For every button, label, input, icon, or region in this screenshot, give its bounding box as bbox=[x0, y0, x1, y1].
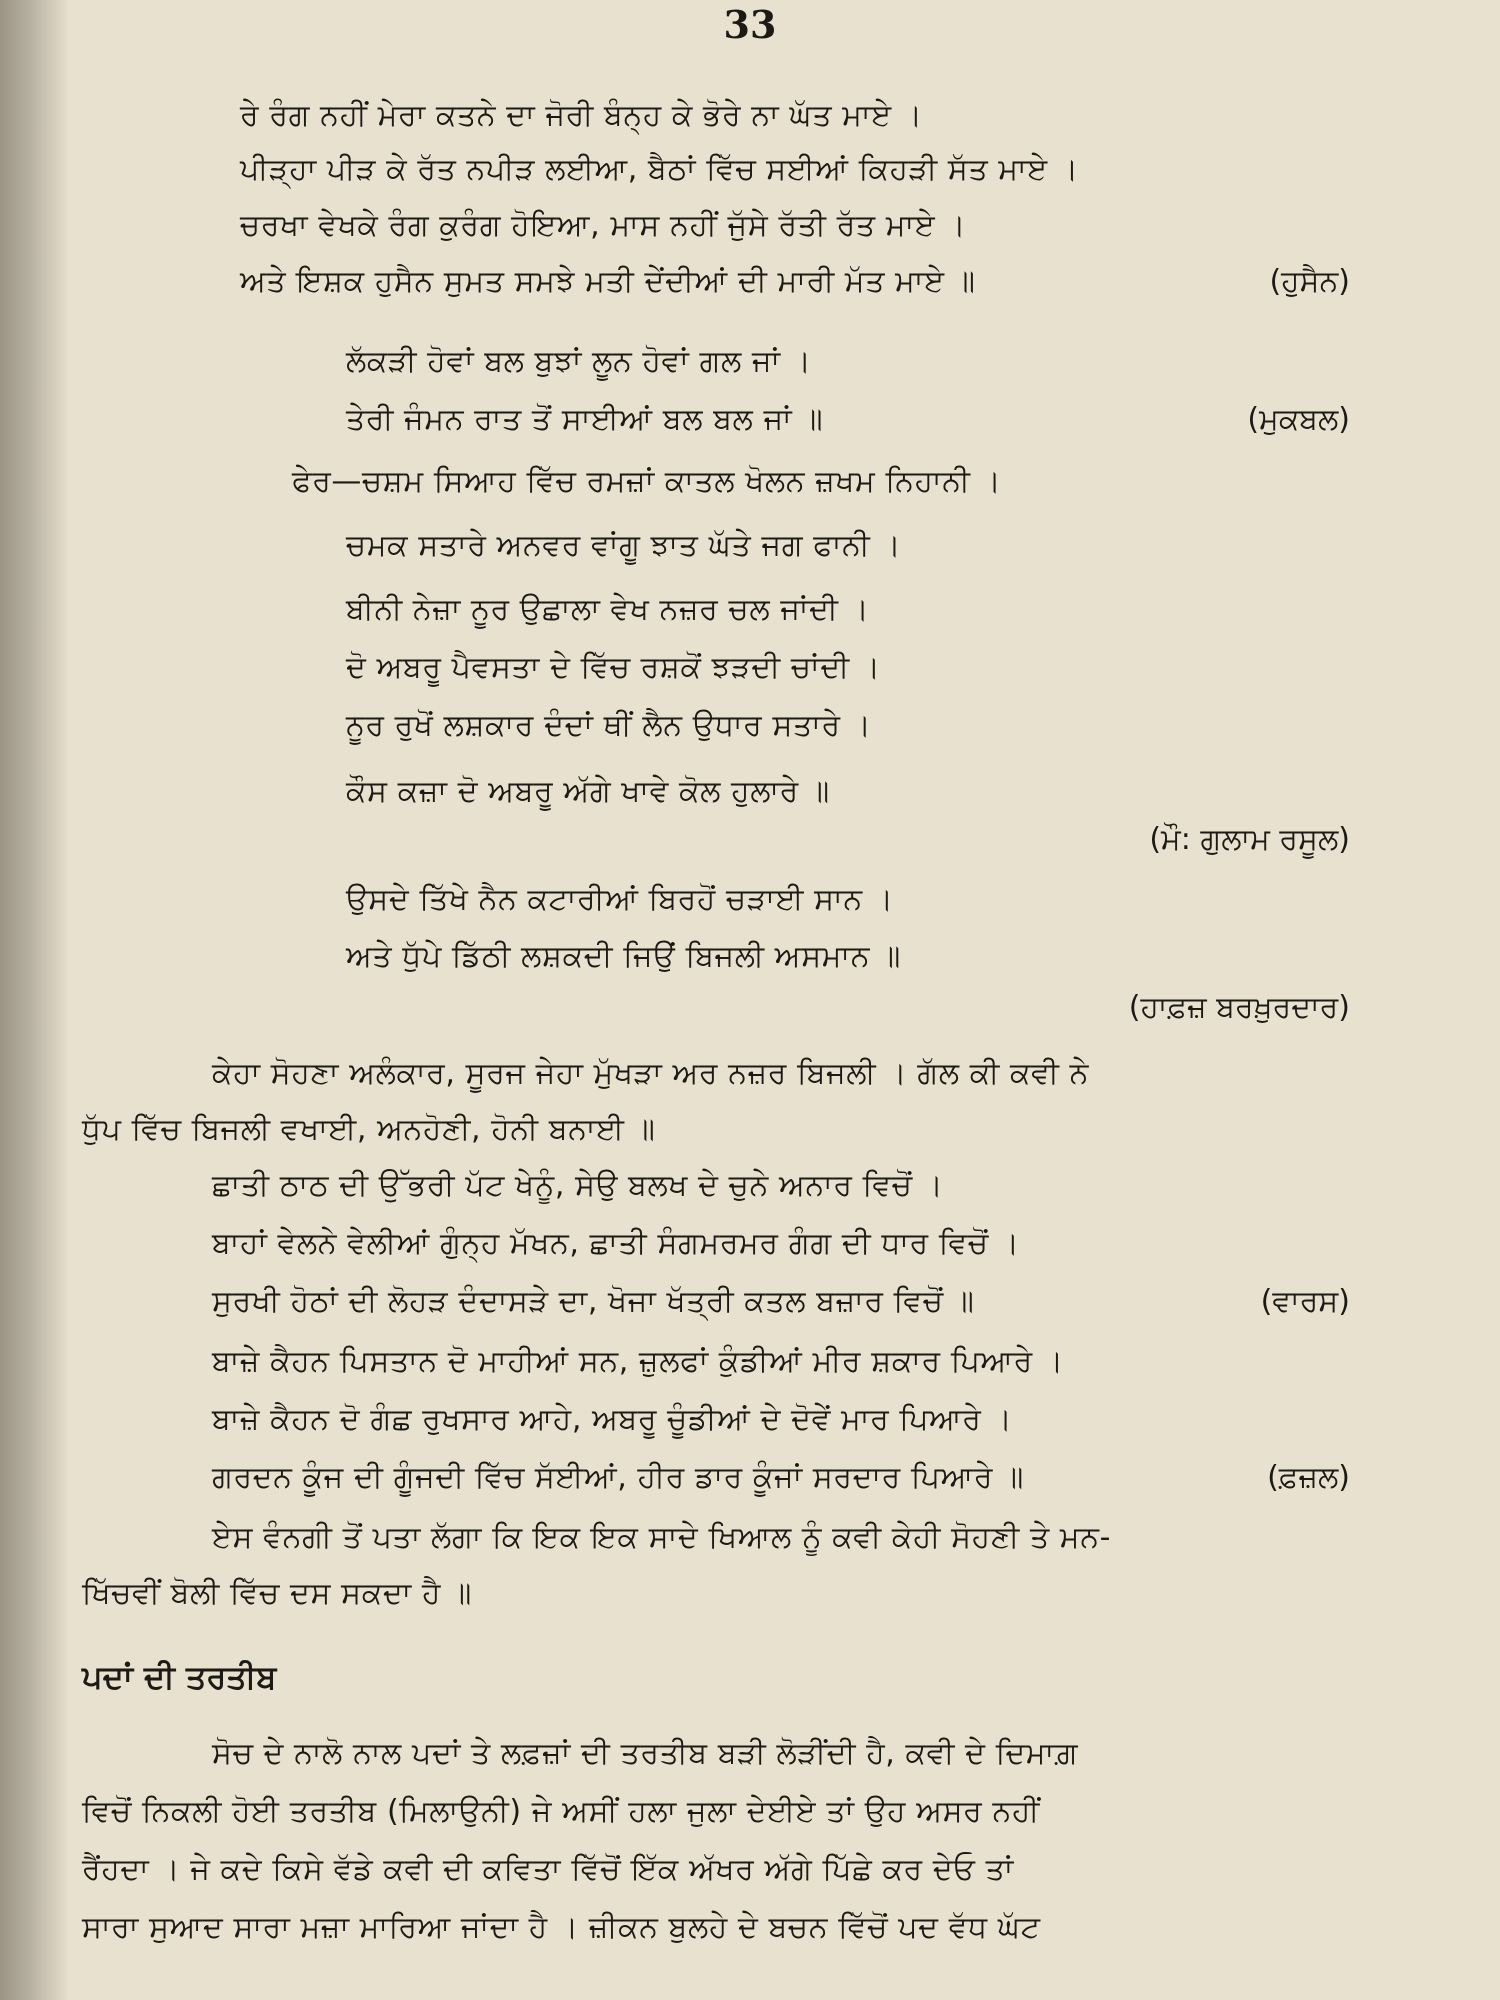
page-number: 33 bbox=[723, 2, 777, 47]
verse-line: ਤੇਰੀ ਜੰਮਨ ਰਾਤ ਤੋਂ ਸਾਈਆਂ ਬਲ ਬਲ ਜਾਂ ॥ bbox=[346, 402, 824, 437]
verse-line: ਰੇ ਰੰਗ ਨਹੀਂ ਮੇਰਾ ਕਤਨੇ ਦਾ ਜੋਰੀ ਬੰਨ੍ਹ ਕੇ ਭੋਰੇ ਨਾ ਘੱਤ ਮਾਏ । bbox=[240, 98, 923, 133]
verse-source: (ਹੁਸੈਨ) bbox=[1269, 264, 1350, 299]
prose-line: ਸੋਚ ਦੇ ਨਾਲੋ ਨਾਲ ਪਦਾਂ ਤੇ ਲਫ਼ਜ਼ਾਂ ਦੀ ਤਰਤੀਬ ਬੜੀ ਲੋੜੀਂਦੀ ਹੈ, ਕਵੀ ਦੇ ਦਿਮਾਗ਼ bbox=[212, 1736, 1079, 1771]
verse-source: (ਫ਼ਜ਼ਲ) bbox=[1267, 1460, 1350, 1495]
verse-line: ਗਰਦਨ ਕੂੰਜ ਦੀ ਗੂੰਜਦੀ ਵਿੱਚ ਸੱਈਆਂ, ਹੀਰ ਡਾਰ ਕੂੰਜਾਂ ਸਰਦਾਰ ਪਿਆਰੇ ॥ bbox=[212, 1460, 1024, 1495]
prose-line: ਵਿਚੋਂ ਨਿਕਲੀ ਹੋਈ ਤਰਤੀਬ (ਮਿਲਾਉਨੀ) ਜੇ ਅਸੀਂ ਹਲਾ ਜੁਲਾ ਦੇਈਏ ਤਾਂ ਉਹ ਅਸਰ ਨਹੀਂ bbox=[82, 1794, 1040, 1829]
section-heading: ਪਦਾਂ ਦੀ ਤਰਤੀਬ bbox=[82, 1658, 277, 1696]
verse-line: ਅਤੇ ਧੁੱਪੇ ਡਿੱਠੀ ਲਸ਼ਕਦੀ ਜਿਉਂ ਬਿਜਲੀ ਅਸਮਾਨ ॥ bbox=[346, 939, 902, 974]
prose-line: ਕੇਹਾ ਸੋਹਣਾ ਅਲੰਕਾਰ, ਸੂਰਜ ਜੇਹਾ ਮੁੱਖੜਾ ਅਰ ਨਜ਼ਰ ਬਿਜਲੀ । ਗੱਲ ਕੀ ਕਵੀ ਨੇ bbox=[212, 1056, 1089, 1091]
prose-line: ਸਾਰਾ ਸੁਆਦ ਸਾਰਾ ਮਜ਼ਾ ਮਾਰਿਆ ਜਾਂਦਾ ਹੈ । ਜ਼ੀਕਨ ਬੁਲਹੇ ਦੇ ਬਚਨ ਵਿੱਚੋਂ ਪਦ ਵੱਧ ਘੱਟ bbox=[82, 1910, 1041, 1945]
scan-gutter-shadow bbox=[0, 0, 70, 2000]
verse-line: ਦੋ ਅਬਰੂ ਪੈਵਸਤਾ ਦੇ ਵਿੱਚ ਰਸ਼ਕੋਂ ਝੜਦੀ ਚਾਂਦੀ । bbox=[346, 650, 881, 685]
verse-line: ਫੇਰ—ਚਸ਼ਮ ਸਿਆਹ ਵਿੱਚ ਰਮਜ਼ਾਂ ਕਾਤਲ ਖੋਲਨ ਜ਼ਖਮ ਨਿਹਾਨੀ । bbox=[292, 464, 1002, 499]
verse-line: ਚਰਖਾ ਵੇਖਕੇ ਰੰਗ ਕੁਰੰਗ ਹੋਇਆ, ਮਾਸ ਨਹੀਂ ਜੁੱਸੇ ਰੱਤੀ ਰੱਤ ਮਾਏ । bbox=[240, 208, 967, 243]
verse-line: ਚਮਕ ਸਤਾਰੇ ਅਨਵਰ ਵਾਂਗੂ ਝਾਤ ਘੱਤੇ ਜਗ ਫਾਨੀ । bbox=[346, 528, 902, 563]
verse-line: ਬਾਜ਼ੇ ਕੈਹਨ ਦੋ ਗੰਛ ਰੁਖਸਾਰ ਆਹੇ, ਅਬਰੂ ਚੂੰਡੀਆਂ ਦੇ ਦੋਵੇਂ ਮਾਰ ਪਿਆਰੇ । bbox=[212, 1402, 1013, 1437]
verse-line: ਲੱਕੜੀ ਹੋਵਾਂ ਬਲ ਬੁਝਾਂ ਲੂਨ ਹੋਵਾਂ ਗਲ ਜਾਂ । bbox=[346, 344, 812, 379]
prose-line: ਧੁੱਪ ਵਿੱਚ ਬਿਜਲੀ ਵਖਾਈ, ਅਨਹੋਣੀ, ਹੋਨੀ ਬਨਾਈ ॥ bbox=[82, 1112, 656, 1147]
verse-source: (ਮੌ: ਗੁਲਾਮ ਰਸੂਲ) bbox=[1149, 822, 1350, 857]
verse-line: ਕੌਸ ਕਜ਼ਾ ਦੋ ਅਬਰੂ ਅੱਗੇ ਖਾਵੇ ਕੋਲ ਹੁਲਾਰੇ ॥ bbox=[346, 774, 830, 809]
verse-line: ਨੂਰ ਰੁਖੋਂ ਲਸ਼ਕਾਰ ਦੰਦਾਂ ਥੀਂ ਲੈਨ ਉਧਾਰ ਸਤਾਰੇ । bbox=[346, 708, 872, 743]
verse-line: ਸੁਰਖੀ ਹੋਠਾਂ ਦੀ ਲੋਹੜ ਦੰਦਾਸੜੇ ਦਾ, ਖੋਜਾ ਖੱਤ੍ਰੀ ਕਤਲ ਬਜ਼ਾਰ ਵਿਚੋਂ ॥ bbox=[212, 1284, 975, 1319]
verse-line: ਬਾਜ਼ੇ ਕੈਹਨ ਪਿਸਤਾਨ ਦੋ ਮਾਹੀਆਂ ਸਨ, ਜ਼ੁਲਫਾਂ ਕੁੰਡੀਆਂ ਮੀਰ ਸ਼ਕਾਰ ਪਿਆਰੇ । bbox=[212, 1344, 1064, 1379]
verse-source: (ਵਾਰਸ) bbox=[1260, 1284, 1350, 1319]
verse-source: (ਹਾਫ਼ਜ਼ ਬਰਖ਼ੁਰਦਾਰ) bbox=[1128, 990, 1350, 1025]
verse-line: ਬਾਹਾਂ ਵੇਲਨੇ ਵੇਲੀਆਂ ਗੁੰਨ੍ਹ ਮੱਖਨ, ਛਾਤੀ ਸੰਗਮਰਮਰ ਗੰਗ ਦੀ ਧਾਰ ਵਿਚੋਂ । bbox=[212, 1226, 1020, 1261]
verse-line: ਅਤੇ ਇਸ਼ਕ ਹੁਸੈਨ ਸੁਮਤ ਸਮਝੇ ਮਤੀ ਦੇਂਦੀਆਂ ਦੀ ਮਾਰੀ ਮੱਤ ਮਾਏ ॥ bbox=[240, 264, 976, 299]
verse-line: ਛਾਤੀ ਠਾਠ ਦੀ ਉੱਭਰੀ ਪੱਟ ਖੇਨੂੰ, ਸੇਉ ਬਲਖ ਦੇ ਚੁਨੇ ਅਨਾਰ ਵਿਚੋਂ । bbox=[212, 1168, 944, 1203]
prose-line: ਰੈਂਹਦਾ । ਜੇ ਕਦੇ ਕਿਸੇ ਵੱਡੇ ਕਵੀ ਦੀ ਕਵਿਤਾ ਵਿੱਚੋਂ ਇੱਕ ਅੱਖਰ ਅੱਗੇ ਪਿੱਛੇ ਕਰ ਦੇਓ ਤਾਂ bbox=[82, 1852, 1014, 1887]
verse-line: ਪੀੜ੍ਹਾ ਪੀੜ ਕੇ ਰੱਤ ਨਪੀੜ ਲਈਆ, ਬੈਠਾਂ ਵਿੱਚ ਸਈਆਂ ਕਿਹੜੀ ਸੱਤ ਮਾਏ । bbox=[240, 152, 1079, 187]
verse-line: ਉਸਦੇ ਤਿੱਖੇ ਨੈਨ ਕਟਾਰੀਆਂ ਬਿਰਹੋਂ ਚੜਾਈ ਸਾਨ । bbox=[346, 882, 894, 917]
prose-line: ਖਿੱਚਵੀਂ ਬੋਲੀ ਵਿੱਚ ਦਸ ਸਕਦਾ ਹੈ ॥ bbox=[82, 1576, 472, 1611]
verse-line: ਬੀਨੀ ਨੇਜ਼ਾ ਨੂਰ ਉਛਾਲਾ ਵੇਖ ਨਜ਼ਰ ਚਲ ਜਾਂਦੀ । bbox=[346, 592, 870, 627]
prose-line: ਏਸ ਵੰਨਗੀ ਤੋਂ ਪਤਾ ਲੱਗਾ ਕਿ ਇਕ ਇਕ ਸਾਦੇ ਖਿਆਲ ਨੂੰ ਕਵੀ ਕੇਹੀ ਸੋਹਣੀ ਤੇ ਮਨ- bbox=[212, 1520, 1112, 1555]
verse-source: (ਮੁਕਬਲ) bbox=[1247, 402, 1350, 437]
